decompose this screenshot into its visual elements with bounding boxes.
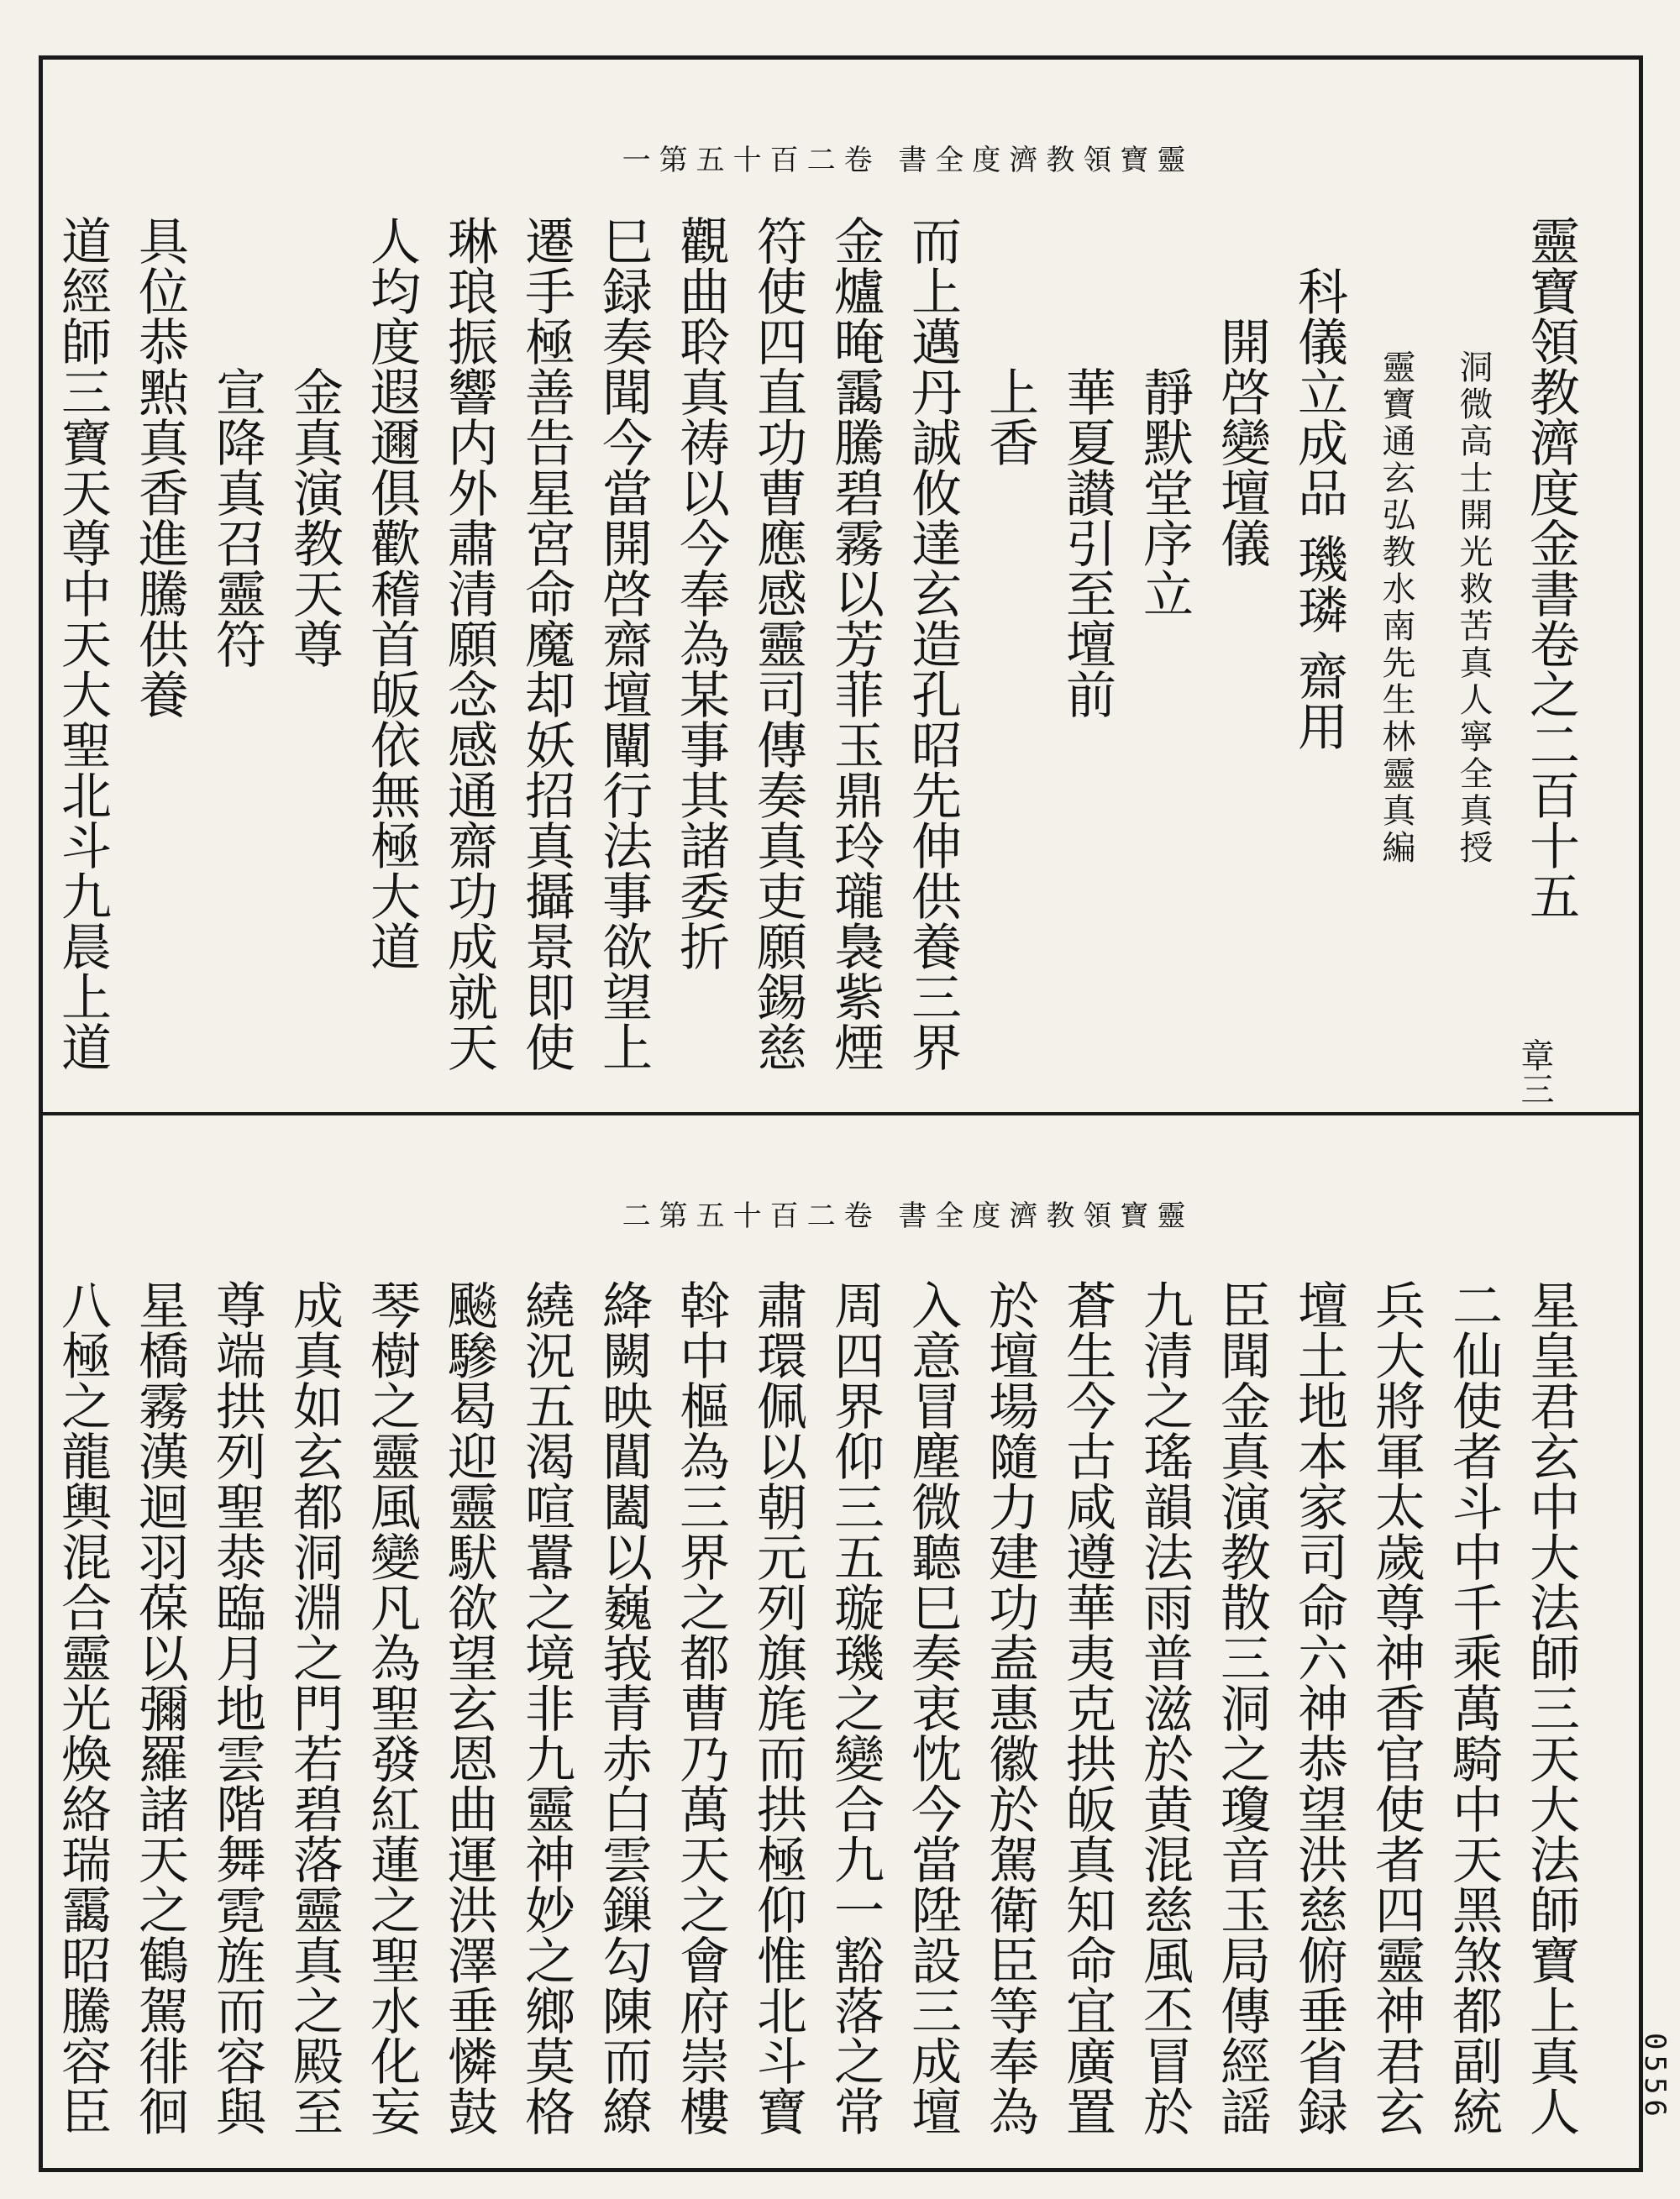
text-column: 周四界仰三五璇璣之變合九一豁落之常 [826, 1279, 885, 2136]
text-column: 蒼生今古咸遵華夷克拱皈真知命宜廣置 [1058, 1279, 1116, 2136]
text-column: 九清之瑤韻法雨普滋於黄混慈風丕冒於 [1135, 1279, 1194, 2136]
text-column: 宣降真召靈符 [207, 366, 266, 669]
text-column: 道經師三寶天尊中天大聖北斗九晨上道 [53, 215, 112, 1072]
text-column: 星橋霧漢迴羽葆以彌羅諸天之鶴駕徘徊 [130, 1279, 189, 2136]
text-column: 華夏讃引至壇前 [1058, 366, 1116, 719]
text-column: 觀曲聆真祷以今奉為某事其諸委折 [671, 215, 730, 971]
page-frame [39, 55, 1643, 2172]
text-column: 絳闕映閶闔以巍峩青赤白雲鏁勾陳而繚 [594, 1279, 653, 2136]
text-column: 科儀立成品 璣璘 齋用 [1289, 265, 1348, 752]
text-column: 符使四直功曹應感靈司傳奏真吏願錫慈 [748, 215, 807, 1072]
text-column: 金真演教天尊 [285, 366, 344, 669]
text-column: 壇土地本家司命六神恭望洪慈俯垂省録 [1289, 1279, 1348, 2136]
text-column: 金爐晻靄騰碧霧以芳菲玉鼎玲瓏裊紫煙 [826, 215, 885, 1072]
text-column: 琴樹之靈風變凡為聖發紅蓮之聖水化妄 [362, 1279, 421, 2136]
text-column: 遷手極善告星宮命魔却妖招真攝景即使 [517, 215, 575, 1072]
text-column: 入意冒塵微聽巳奏衷忱今當陞設三成壇 [903, 1279, 962, 2136]
text-column: 星皇君玄中大法師三天大法師寶上真人 [1521, 1279, 1580, 2136]
text-column: 肅環佩以朝元列旗旄而拱極仰惟北斗寶 [748, 1279, 807, 2136]
text-column: 靈寶領教濟度金書卷之二百十五 [1521, 215, 1580, 921]
text-column: 上香 [980, 366, 1039, 467]
text-column: 靜默堂序立 [1135, 366, 1194, 618]
text-column: 斡中樞為三界之都曹乃萬天之會府崇樓 [671, 1279, 730, 2136]
text-column: 而上邁丹誠攸達玄造孔昭先伸供養三界 [903, 215, 962, 1072]
text-column: 琳琅振響内外肅清願念感通齋功成就天 [439, 215, 498, 1072]
text-column: 尊端拱列聖㳟臨月地雲階舞霓旌而容與 [207, 1279, 266, 2136]
text-column: 飈驂曷迎靈䭾欲望玄恩曲運洪澤垂憐鼓 [439, 1279, 498, 2136]
text-column: 成真如玄都洞淵之門若碧落靈真之殿至 [285, 1279, 344, 2136]
running-header-bottom: 二第五十百二卷 書全度濟教領寶靈 [622, 1199, 1194, 1233]
text-column: 開啓變壇儀 [1212, 316, 1271, 568]
text-column: 臣聞金真演教散三洞之瓊音玉局傳經謡 [1212, 1279, 1271, 2136]
top-half-page [43, 60, 1639, 1115]
body-text-bottom [53, 1279, 1588, 2144]
folio-number: 0556 [1638, 2033, 1672, 2122]
text-column: 巳録奏聞今當開啓齋壇闡行法事欲望上 [594, 215, 653, 1072]
text-column: 二仙使者斗中千乘萬騎中天黑煞都副統 [1444, 1279, 1503, 2136]
running-header-top: 一第五十百二卷 書全度濟教領寶靈 [622, 144, 1194, 177]
text-column: 八極之龍輿混合靈光煥絡瑞靄昭騰容臣 [53, 1279, 112, 2136]
text-column: 人均度遐邇俱歡稽首皈依無極大道 [362, 215, 421, 971]
text-column: 具位恭㸃真香進騰供養 [130, 215, 189, 719]
text-column: 兵大將軍太歲尊神香官使者四靈神君玄 [1367, 1279, 1425, 2136]
text-column: 繞況五渴喧囂之境非九靈神妙之鄉莫格 [517, 1279, 575, 2136]
body-text-top [53, 215, 1588, 1080]
text-column: 洞微高士開光救苦真人寧全真授 [1454, 349, 1493, 867]
side-mark: 章三 [1515, 1038, 1554, 1105]
bottom-half-page [43, 1115, 1639, 2168]
text-column: 於壇場隨力建功盍惠徽於駕衛臣等奉為 [980, 1279, 1039, 2136]
text-column: 靈寶通玄弘教水南先生林靈真編 [1377, 349, 1415, 867]
